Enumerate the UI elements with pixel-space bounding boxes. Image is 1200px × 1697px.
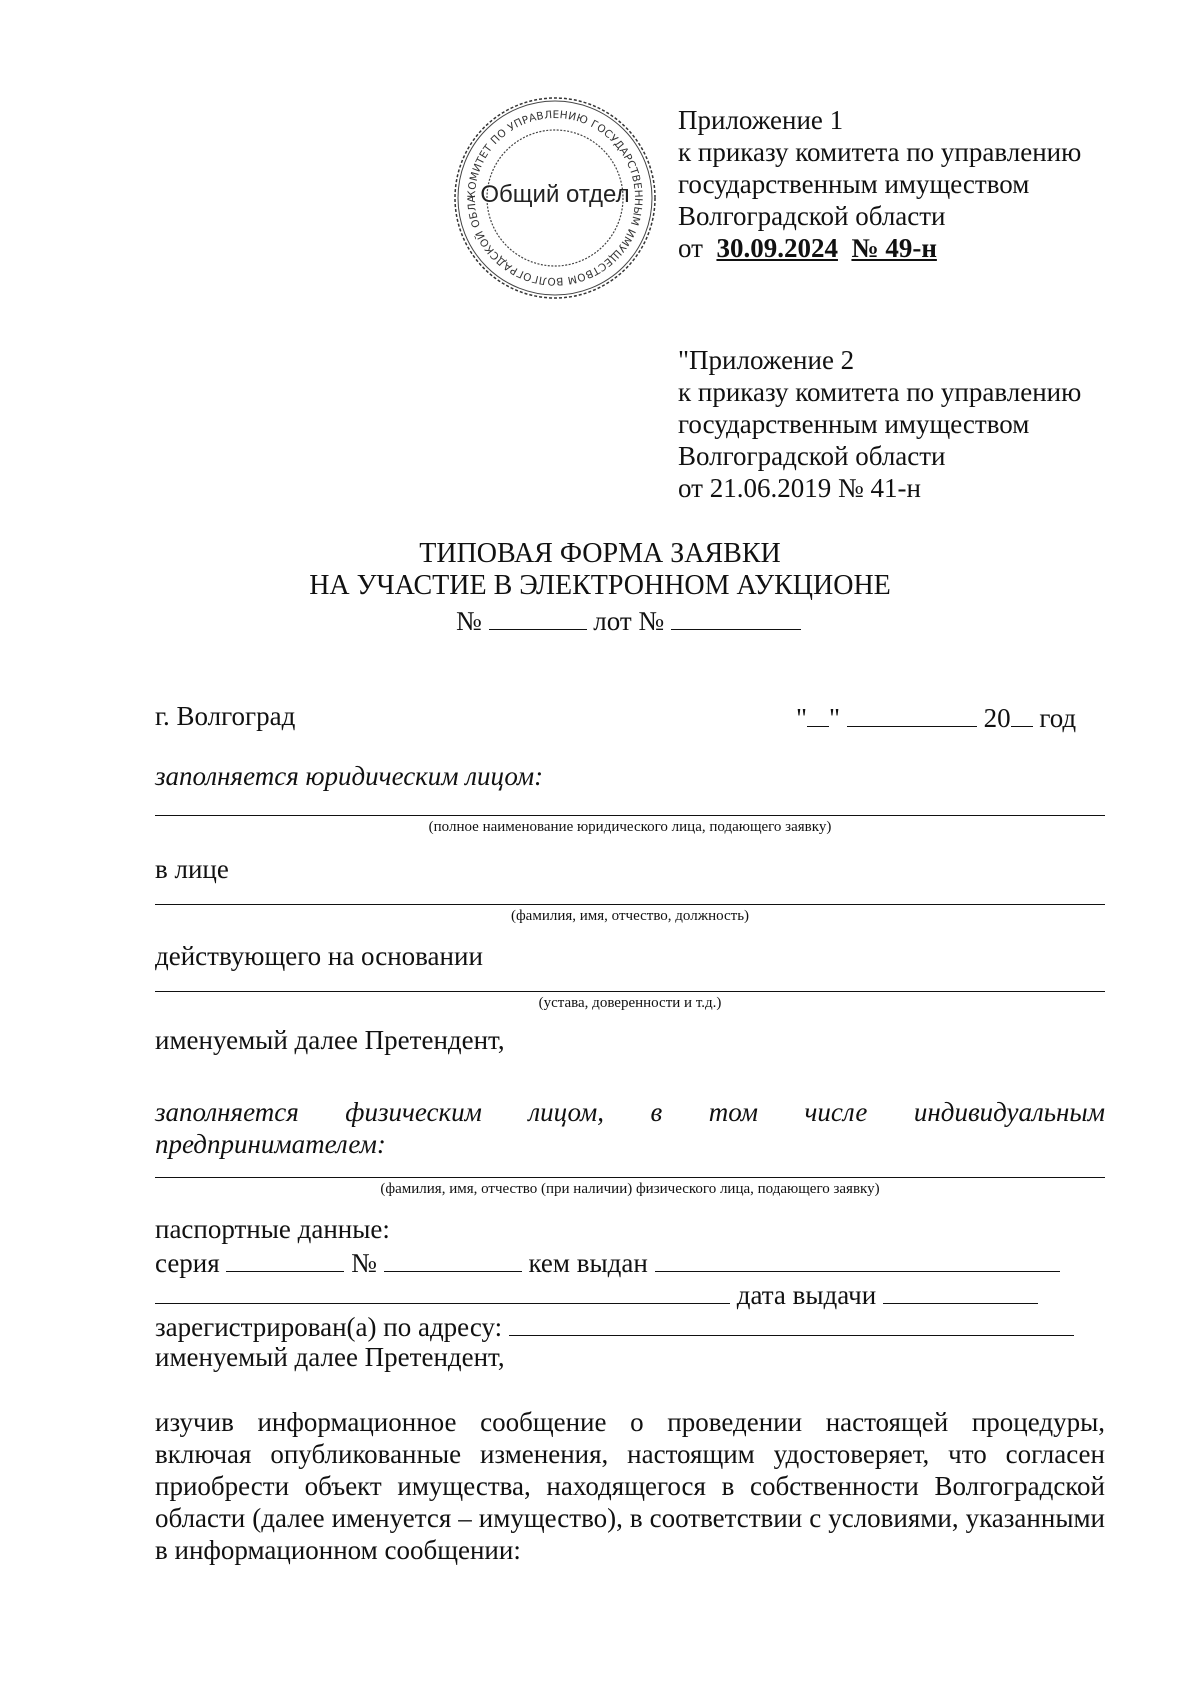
passport-label: паспортные данные: xyxy=(155,1214,390,1244)
appendix1-line3: государственным имуществом xyxy=(678,169,1030,199)
acting-basis-label: действующего на основании xyxy=(155,941,483,971)
individual-heading-word: индивидуальным xyxy=(913,1097,1105,1127)
form-number-label: № xyxy=(456,606,482,636)
appendix1-line2: к приказу комитета по управлению xyxy=(678,137,1082,167)
legal-entity-hereinafter: именуемый далее Претендент, xyxy=(155,1025,505,1055)
body-paragraph: изучив информационное сообщение о проведении настоящей процедуры, включая опубликованные изменения, настоящим удостоверяет, что согласен приобрести объект имущества, находящегося в собственности Волгоградской области (далее именуется – имущество), в соответствии с условиями, указанными в информационном сообщении: xyxy=(155,1407,1105,1565)
appendix2-header xyxy=(678,344,1081,504)
year-blank[interactable] xyxy=(1011,700,1033,727)
date-quote-close: " xyxy=(829,703,841,733)
form-number-blank[interactable] xyxy=(489,603,587,630)
passport-number-label: № xyxy=(351,1248,377,1278)
acting-basis-field[interactable] xyxy=(155,991,1105,992)
appendix1-date-line xyxy=(678,232,1081,264)
legal-entity-name-field[interactable] xyxy=(155,815,1105,816)
month-blank[interactable] xyxy=(847,700,977,727)
individual-heading xyxy=(155,1096,1105,1128)
form-title-line1: ТИПОВАЯ ФОРМА ЗАЯВКИ xyxy=(419,538,781,569)
city-label: г. Волгоград xyxy=(155,701,296,731)
appendix2-title: "Приложение 2 xyxy=(678,345,855,375)
appendix2-line3: государственным имуществом xyxy=(678,409,1030,439)
svg-text:КОМИТЕТ ПО УПРАВЛЕНИЮ ГОСУДАРС: КОМИТЕТ ПО УПРАВЛЕНИЮ ГОСУДАРСТВЕННЫМ ИМУЩЕСТВОМ ВОЛГОГРАДСКОЙ ОБЛА xyxy=(465,108,645,288)
individual-name-field[interactable] xyxy=(155,1177,1105,1178)
issue-date-row xyxy=(155,1277,1038,1311)
registered-address-blank[interactable] xyxy=(509,1309,1074,1336)
individual-heading-word: том xyxy=(708,1097,758,1127)
issued-by-label: кем выдан xyxy=(528,1248,648,1278)
year-prefix: 20 xyxy=(983,703,1011,733)
appendix1-header xyxy=(678,104,1081,264)
issued-by-blank[interactable] xyxy=(655,1245,1060,1272)
series-blank[interactable] xyxy=(226,1245,344,1272)
issue-date-label: дата выдачи xyxy=(736,1280,877,1310)
appendix1-from-label: от xyxy=(678,233,703,263)
passport-number-blank[interactable] xyxy=(384,1245,522,1272)
day-blank[interactable] xyxy=(807,700,829,727)
acting-basis-caption: (устава, доверенности и т.д.) xyxy=(538,995,722,1011)
representative-field[interactable] xyxy=(155,904,1105,905)
individual-heading-word: заполняется xyxy=(155,1097,299,1127)
form-number-line xyxy=(456,603,801,637)
individual-heading-word: в xyxy=(650,1097,663,1127)
appendix1-date: 30.09.2024 xyxy=(716,233,838,263)
appendix2-line2: к приказу комитета по управлению xyxy=(678,377,1082,407)
year-suffix: год xyxy=(1039,703,1077,733)
appendix2-line4: Волгоградской области xyxy=(678,441,946,471)
legal-entity-heading: заполняется юридическим лицом: xyxy=(155,761,544,791)
individual-name-caption: (фамилия, имя, отчество (при наличии) физического лица, подающего заявку) xyxy=(380,1181,880,1197)
issue-date-blank[interactable] xyxy=(883,1277,1038,1304)
passport-series-row xyxy=(155,1245,1105,1279)
registered-label: зарегистрирован(а) по адресу: xyxy=(155,1312,503,1342)
individual-heading-word: лицом, xyxy=(528,1097,604,1127)
form-title-line2: НА УЧАСТИЕ В ЭЛЕКТРОННОМ АУКЦИОНЕ xyxy=(309,570,891,601)
representative-caption: (фамилия, имя, отчество, должность) xyxy=(510,908,750,924)
appendix1-title: Приложение 1 xyxy=(678,105,844,135)
lot-number-label: лот № xyxy=(593,606,665,636)
issued-by-continuation-blank[interactable] xyxy=(155,1277,730,1304)
department-stamp xyxy=(450,93,660,303)
individual-heading-word: физическим xyxy=(345,1097,482,1127)
registered-row xyxy=(155,1309,1074,1343)
in-person-label: в лице xyxy=(155,854,229,884)
appendix2-date-line: от 21.06.2019 № 41-н xyxy=(678,473,921,503)
series-label: серия xyxy=(155,1248,220,1278)
stamp-center-text: Общий отдел xyxy=(480,181,630,208)
individual-hereinafter: именуемый далее Претендент, xyxy=(155,1342,505,1372)
individual-heading-word: числе xyxy=(804,1097,868,1127)
legal-entity-name-caption: (полное наименование юридического лица, подающего заявку) xyxy=(428,819,832,835)
appendix1-line4: Волгоградской области xyxy=(678,201,946,231)
individual-heading-line2: предпринимателем: xyxy=(155,1129,386,1159)
lot-number-blank[interactable] xyxy=(671,603,801,630)
date-quote-open: " xyxy=(796,703,808,733)
date-line xyxy=(796,700,1076,734)
appendix1-number: № 49-н xyxy=(851,233,937,263)
